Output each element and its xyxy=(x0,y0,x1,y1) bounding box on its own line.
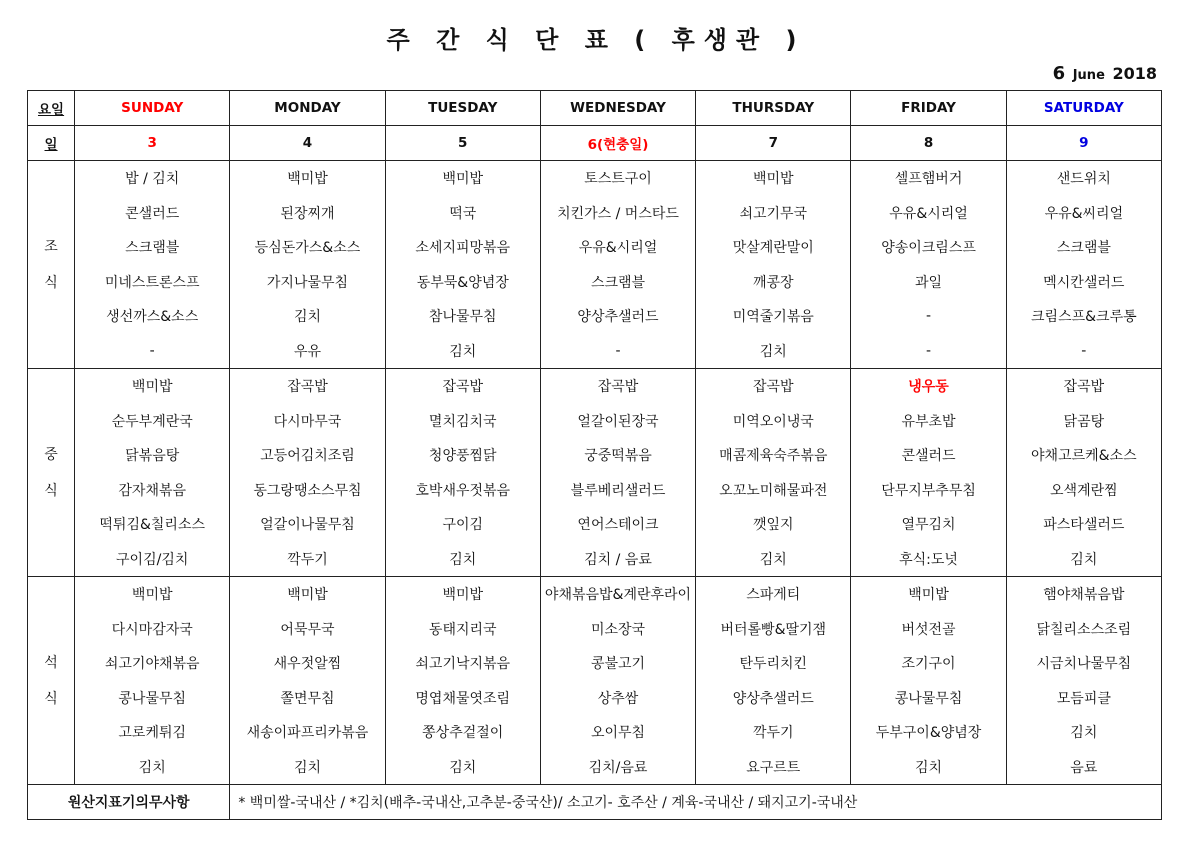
menu-item: 김치 xyxy=(230,299,385,334)
date-thursday: 7 xyxy=(696,126,851,161)
menu-item: 김치 xyxy=(1006,542,1161,577)
dinner-row xyxy=(28,715,1162,750)
menu-item: 조기구이 xyxy=(851,646,1006,681)
date-day: 6 xyxy=(1052,63,1066,84)
menu-item: 열무김치 xyxy=(851,507,1006,542)
menu-item: 모듬피클 xyxy=(1056,690,1111,707)
menu-item: - xyxy=(851,299,1006,334)
menu-item: 참나물무침 xyxy=(385,299,540,334)
menu-item: 우유&시리얼 xyxy=(540,230,695,265)
menu-item: 샌드위치 xyxy=(1056,171,1111,188)
menu-item: 양송이크림스프 xyxy=(851,230,1006,265)
menu-item: 잡곡밥 xyxy=(385,369,540,404)
menu-item: 야채볶음밥&계란후라이 xyxy=(540,577,695,612)
menu-item: 등심돈가스&소스 xyxy=(230,230,385,265)
menu-item: 미소장국 xyxy=(540,612,695,647)
menu-item: 탄두리치킨 xyxy=(696,646,851,681)
menu-item: 깨콩장 xyxy=(696,265,851,300)
lunch-row xyxy=(28,507,1162,542)
breakfast-row xyxy=(28,265,1162,300)
menu-item: 가지나물무침 xyxy=(230,265,385,300)
menu-item: 잡곡밥 xyxy=(1063,379,1105,396)
menu-item: 콩나물무침 xyxy=(75,681,230,716)
menu-item: 토스트구이 xyxy=(540,161,695,196)
breakfast-row xyxy=(28,230,1162,265)
date-year: 2018 xyxy=(1112,64,1157,83)
origin-note: * 백미쌀-국내산 / *김치(배추-국내산,고추분-중국산)/ 소고기- 호주산 / 계육-국내산 / 돼지고기-국내산 xyxy=(230,785,1162,820)
footer-row xyxy=(28,785,1162,820)
menu-item: 연어스테이크 xyxy=(540,507,695,542)
menu-item: 유부초밥 xyxy=(851,404,1006,439)
breakfast-label-char: 조 xyxy=(44,238,58,255)
menu-item: 두부구이&양념장 xyxy=(851,715,1006,750)
menu-item: 백미밥 xyxy=(230,161,385,196)
dinner-row xyxy=(28,577,1162,612)
menu-item: 멸치김치국 xyxy=(385,404,540,439)
date-wednesday: 6(현충일) xyxy=(540,126,695,161)
menu-item: 동태지리국 xyxy=(385,612,540,647)
menu-item: 김치/음료 xyxy=(540,750,695,785)
menu-item: 김치 / 음료 xyxy=(540,542,695,577)
menu-item: 음료 xyxy=(1006,750,1161,785)
menu-item: 깍두기 xyxy=(230,542,385,577)
breakfast-label xyxy=(28,161,75,369)
menu-item: 김치 xyxy=(385,542,540,577)
menu-item: 우유&시리얼 xyxy=(851,196,1006,231)
menu-item: - xyxy=(540,334,695,369)
lunch-row xyxy=(28,404,1162,439)
weekly-menu-table xyxy=(27,90,1162,820)
menu-item: 후식:도넛 xyxy=(851,542,1006,577)
menu-item: 쇠고기낙지볶음 xyxy=(385,646,540,681)
menu-item: 쇠고기무국 xyxy=(696,196,851,231)
menu-item: 파스타샐러드 xyxy=(1043,517,1125,534)
breakfast-label-char: 식 xyxy=(44,274,58,291)
menu-item: 닭칠리소스조림 xyxy=(1036,621,1132,638)
menu-item: 맛살계란말이 xyxy=(696,230,851,265)
menu-item: 냉우동 xyxy=(851,369,1006,404)
menu-item: 호박새우젓볶음 xyxy=(385,473,540,508)
menu-item: 깻잎지 xyxy=(696,507,851,542)
menu-item: 단무지부추무침 xyxy=(851,473,1006,508)
menu-item: 동그랑땡소스무침 xyxy=(230,473,385,508)
menu-item: 생선까스&소스 xyxy=(75,299,230,334)
date-tuesday: 5 xyxy=(385,126,540,161)
day-thursday: THURSDAY xyxy=(696,91,851,126)
menu-item: 깍두기 xyxy=(696,715,851,750)
menu-item: 백미밥 xyxy=(75,577,230,612)
menu-item: 미역오이냉국 xyxy=(696,404,851,439)
menu-item: 쫑상추겉절이 xyxy=(385,715,540,750)
menu-item: 양상추샐러드 xyxy=(540,299,695,334)
menu-item: 백미밥 xyxy=(696,161,851,196)
date-row xyxy=(28,126,1162,161)
menu-item: 잡곡밥 xyxy=(696,369,851,404)
menu-item: 콘샐러드 xyxy=(75,196,230,231)
menu-item: 콩나물무침 xyxy=(851,681,1006,716)
weekday-header-row xyxy=(28,91,1162,126)
lunch-row xyxy=(28,542,1162,577)
date-month: June xyxy=(1072,68,1105,83)
menu-item: 과일 xyxy=(851,265,1006,300)
dinner-label-char: 식 xyxy=(44,690,58,707)
date-sunday: 3 xyxy=(75,126,230,161)
menu-item: 잡곡밥 xyxy=(540,369,695,404)
menu-item: - xyxy=(75,334,230,369)
menu-item: 새우젓알찜 xyxy=(230,646,385,681)
menu-item: - xyxy=(1006,334,1161,369)
menu-item: 김치 xyxy=(696,334,851,369)
menu-item: 미역줄기볶음 xyxy=(696,299,851,334)
date-friday: 8 xyxy=(851,126,1006,161)
date-monday: 4 xyxy=(230,126,385,161)
menu-item: 된장찌개 xyxy=(230,196,385,231)
menu-item: 스크램블 xyxy=(1056,240,1111,257)
menu-item: 셀프햄버거 xyxy=(851,161,1006,196)
dinner-row xyxy=(28,750,1162,785)
menu-item: 고로케튀김 xyxy=(75,715,230,750)
menu-item: 콩불고기 xyxy=(540,646,695,681)
dinner-row xyxy=(28,646,1162,681)
menu-item: 감자채볶음 xyxy=(75,473,230,508)
menu-item: 구이김/김치 xyxy=(75,542,230,577)
menu-item: 백미밥 xyxy=(385,577,540,612)
menu-item: 야채고르케&소스 xyxy=(1031,448,1137,465)
menu-item: 김치 xyxy=(75,750,230,785)
menu-item: 상추쌈 xyxy=(540,681,695,716)
day-sunday: SUNDAY xyxy=(75,91,230,126)
menu-item: 백미밥 xyxy=(385,161,540,196)
lunch-label xyxy=(28,369,75,577)
day-monday: MONDAY xyxy=(230,91,385,126)
menu-item: 닭볶음탕 xyxy=(75,438,230,473)
lunch-label-char: 식 xyxy=(44,482,58,499)
menu-item: 햄야채볶음밥 xyxy=(1043,587,1125,604)
menu-item: 김치 xyxy=(385,750,540,785)
menu-item: 김치 xyxy=(1070,725,1098,742)
lunch-row xyxy=(28,369,1162,404)
dinner-label xyxy=(28,577,75,785)
menu-item: 얼갈이된장국 xyxy=(540,404,695,439)
menu-item: 치킨가스 / 머스타드 xyxy=(540,196,695,231)
menu-item: 김치 xyxy=(230,750,385,785)
dinner-label-char: 석 xyxy=(44,654,58,671)
menu-item: 오색계란찜 xyxy=(1050,482,1118,499)
date-saturday: 9 xyxy=(1006,126,1161,161)
menu-item: 새송이파프리카볶음 xyxy=(230,715,385,750)
day-friday: FRIDAY xyxy=(851,91,1006,126)
menu-item: 오꼬노미해물파전 xyxy=(696,473,851,508)
menu-item: 우유&씨리얼 xyxy=(1044,205,1124,222)
menu-item: 요구르트 xyxy=(696,750,851,785)
menu-item: 백미밥 xyxy=(230,577,385,612)
menu-item: 버터롤빵&딸기잼 xyxy=(696,612,851,647)
menu-item: 블루베리샐러드 xyxy=(540,473,695,508)
day-tuesday: TUESDAY xyxy=(385,91,540,126)
menu-item: 김치 xyxy=(851,750,1006,785)
menu-item: 얼갈이나물무침 xyxy=(230,507,385,542)
menu-item: 밥 / 김치 xyxy=(75,161,230,196)
menu-item: 크림스프&크루통 xyxy=(1031,309,1137,326)
origin-label: 원산지표기의무사항 xyxy=(28,785,230,820)
menu-item: 쇠고기야채볶음 xyxy=(75,646,230,681)
day-saturday: SATURDAY xyxy=(1006,91,1161,126)
menu-item: 닭곰탕 xyxy=(1063,413,1105,430)
menu-item: 떡튀김&칠리소스 xyxy=(75,507,230,542)
breakfast-row xyxy=(28,299,1162,334)
menu-item: 동부묵&양념장 xyxy=(385,265,540,300)
date-label: 일 xyxy=(28,126,75,161)
menu-item: 순두부계란국 xyxy=(75,404,230,439)
menu-item: 고등어김치조림 xyxy=(230,438,385,473)
menu-item: 떡국 xyxy=(385,196,540,231)
menu-item: 김치 xyxy=(385,334,540,369)
menu-item: 다시마감자국 xyxy=(75,612,230,647)
menu-item: 다시마무국 xyxy=(230,404,385,439)
page-title: 주 간 식 단 표 ( 후생관 ) xyxy=(386,26,806,54)
menu-item: 궁중떡볶음 xyxy=(540,438,695,473)
menu-item: 스크램블 xyxy=(75,230,230,265)
menu-item: 오이무침 xyxy=(540,715,695,750)
menu-item: 버섯전골 xyxy=(851,612,1006,647)
menu-item: 미네스트론스프 xyxy=(75,265,230,300)
dinner-row xyxy=(28,612,1162,647)
menu-item: 스크램블 xyxy=(540,265,695,300)
menu-item: 멕시칸샐러드 xyxy=(1043,274,1125,291)
menu-item: 시금치나물무침 xyxy=(1036,656,1132,673)
menu-item: 스파게티 xyxy=(696,577,851,612)
date-display xyxy=(1053,63,1157,84)
menu-item: 소세지피망볶음 xyxy=(385,230,540,265)
menu-item: 매콤제육숙주볶음 xyxy=(696,438,851,473)
lunch-row xyxy=(28,438,1162,473)
menu-item: 어묵무국 xyxy=(230,612,385,647)
menu-item: 콘샐러드 xyxy=(851,438,1006,473)
menu-item: 잡곡밥 xyxy=(230,369,385,404)
breakfast-row xyxy=(28,161,1162,196)
menu-item: 백미밥 xyxy=(851,577,1006,612)
dinner-row xyxy=(28,681,1162,716)
breakfast-row xyxy=(28,196,1162,231)
menu-item: 명엽채물엿조림 xyxy=(385,681,540,716)
lunch-label-char: 중 xyxy=(44,446,58,463)
menu-item: 백미밥 xyxy=(75,369,230,404)
menu-item: 쫄면무침 xyxy=(230,681,385,716)
menu-item: 김치 xyxy=(696,542,851,577)
lunch-row xyxy=(28,473,1162,508)
menu-item: 양상추샐러드 xyxy=(696,681,851,716)
weekday-label: 요일 xyxy=(28,91,75,126)
menu-item: - xyxy=(851,334,1006,369)
day-wednesday: WEDNESDAY xyxy=(540,91,695,126)
breakfast-row xyxy=(28,334,1162,369)
menu-item: 청양풍찜닭 xyxy=(385,438,540,473)
menu-item: 구이김 xyxy=(385,507,540,542)
menu-item: 우유 xyxy=(230,334,385,369)
